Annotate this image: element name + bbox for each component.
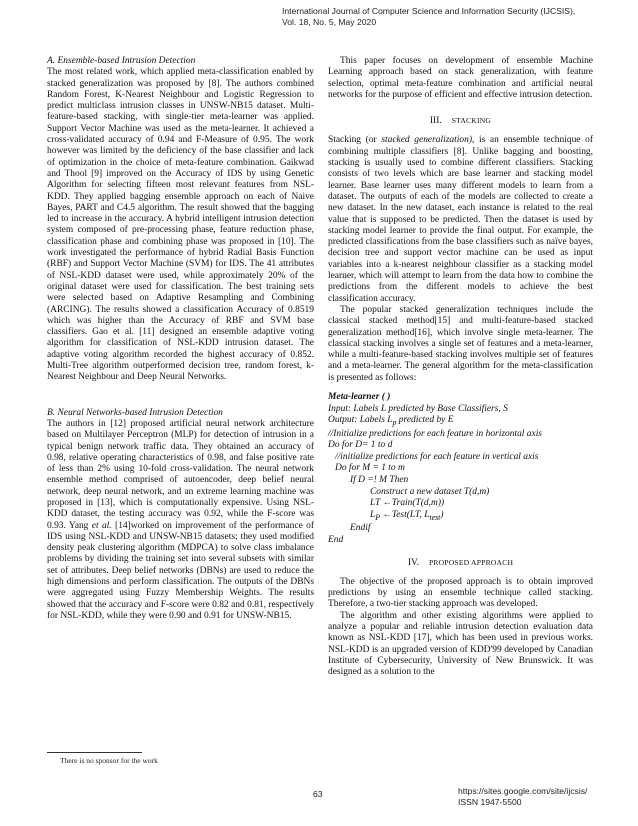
journal-issn: ISSN 1947-5500 — [458, 797, 522, 807]
algo-train: LT ←Train(T(d,m)) — [370, 498, 445, 509]
proposed-paragraph-2: The algorithm and other existing algorithms were applied to analyze a popular and reliable intrusion detection evaluation data known as NSL-KDD [17], which has been used in previous works. NSL-KDD is an upgraded version of KDD'99 developed by Canadian Institute of Cybersecurity, University of New Brunswick. It was designed as a solution to the — [328, 610, 593, 678]
algo-endif: Endif — [350, 523, 371, 534]
algo-comment-1: //Initialize predictions for each feature in horizontal axis — [328, 428, 542, 439]
algo-output: Output: Labels $L_p$ predicted by E — [328, 415, 454, 428]
footnote: There is no sponsor for the work — [60, 756, 158, 765]
intro-paragraph: This paper focuses on development of ensemble Machine Learning approach based on stack generalization, with feature selection, optimal meta-feature combination and artificial neural networks for the purpose of efficient and effective intrusion detection. — [328, 56, 593, 100]
footer-info — [458, 786, 587, 808]
left-column — [47, 56, 314, 622]
meta-learner-algorithm — [328, 392, 593, 547]
section-b-title: B. Neural Networks-based Intrusion Detection — [47, 407, 223, 418]
page-number: 63 — [313, 789, 323, 799]
stacking-paragraph-2: The popular stacked generalization techniques include the classical stacked method[15] and multi-feature-based stacked generalization method[16], which involve single meta-learner. The classical stacking involves a single set of features and a meta-learner, while a multi-feature-based stacking involves multiple set of features and a meta-learner. The general algorithm for the meta-classification is presented as follows: — [328, 304, 593, 383]
algo-test: $L_P$ ←Test(LT, $L_{test}$) — [370, 509, 444, 522]
algo-title: Meta-learner ( ) — [328, 392, 391, 403]
algo-if: If D =! M Then — [350, 475, 409, 486]
section-4-heading: IV. PROPOSED APPROACH — [407, 557, 514, 568]
section-b-paragraph: The authors in [12] proposed artificial neural network architecture based on Multilayer Perceptron (MLP) for detection of intrusion in a typical benign network traffic data. They obtained an accuracy of 0.98, relative operating characteristics of 0.98, and false positive rate of less than 2% using 10-fold cross-validation. The neural network ensemble method comprised of autoencoder, deep belief neural network, deep neural network, and an extreme learning machine was proposed in [13], which is computationally expensive. Using NSL-KDD dataset, the testing accuracy was 0.92, while the F-score was 0.93. Yang et al. [14]worked on improvement of the performance of IDS using NSL-KDD and UNSW-NB15 datasets; they used modified density peak clustering algorithm (MDPCA) to solve class imbalance problems by dividing the training set into several subsets with similar set of attributes. Deep belief networks (DBNs) are used to reduce the high dimensions and perform classification. The outputs of the DBNs were aggregated using Fuzzy Membership Weights. The results showed that the accuracy and F-score were 0.82 and 0.81, respectively for NSL-KDD, while they were 0.90 and 0.91 for UNSW-NB15. — [47, 418, 315, 621]
proposed-paragraph-1: The objective of the proposed approach is to obtain improved predictions by using an ensemble technique called stacking. Therefore, a two-tier stacking approach was developed. — [328, 576, 593, 610]
journal-volume: Vol. 18, No. 5, May 2020 — [282, 17, 377, 27]
algo-construct: Construct a new dataset T(d,m) — [370, 486, 490, 497]
algo-for-d: Do for D= 1 to d — [328, 440, 393, 451]
algo-end: End — [328, 534, 344, 545]
algo-for-m: Do for M = 1 to m — [335, 463, 405, 474]
stacking-paragraph-1: Stacking (or stacked generalization), is an ensemble technique of combining multiple classifiers [8]. Unlike bagging and boosting, stacking is usually used to combine different classifiers. Stacking consists of two levels which are base learner and stacking model learner. Base learner uses many different models to learn from a dataset. The outputs of each of the models are collected to create a new dataset. In the new dataset, each instance is related to the real value that is supposed to be predicted. Then the dataset is used by stacking model learner to provide the final output. For example, the predicted classifications from the base classifiers such as naïve bayes, decision tree and support vector machine can be used as input variables into a k-nearest neighbour classifier as a stacking model learner, which will attempt to learn from the data how to combine the predictions from the different models to achieve the best classification accuracy. — [328, 135, 593, 304]
algo-input: Input: Labels L predicted by Base Classifiers, S — [328, 403, 508, 414]
section-a-paragraph: The most related work, which applied meta-classification enabled by stacked generalization was proposed by [8]. The authors combined Random Forest, K-Nearest Neighbour and Logistic Regression to predict multiclass intrusion classes in UNSW-NB15 dataset. Multi-feature-based stacking, with single-tier meta-learner was applied. Support Vector Machine was used as the meta-learner. It achieved a cross-validated accuracy of 0.94 and F-Measure of 0.95. The work however was limited by the deficiency of the base classifier and lack of optimization in the choice of meta-feature combination. Gaikwad and Thool [9] improved on the Accuracy of IDS by using Genetic Algorithm for selecting fifteen most relevant features from NSL-KDD. They applied bagging ensemble approach on each of Naive Bayes, PART and C4.5 algorithm. The result showed that the bagging led to increase in the accuracy. A hybrid intelligent intrusion detection system composed of pre-processing phase, feature reduction phase, classification phase and combining phase was proposed in [10]. The work investigated the performance of hybrid Radial Basis Function (RBF) and Support Vector Machine (SVM) for IDS. The 41 attributes of NSL-KDD dataset were used, while approximately 20% of the original dataset were used for classification. The best training sets were selected based on Adaptive Resampling and Combining (ARCING). The results showed a classification Accuracy of 0.8519 which was higher than the Accuracy of RBF and SVM base classifiers. Gao et al. [11] designed an ensemble adaptive voting algorithm for classification of NSL-KDD intrusion dataset. The adaptive voting algorithm recorded the highest accuracy of 0.852. Multi-Tree algorithm outperformed decision tree, random forest, k-Nearest Neighbour and Deep Neural Networks. — [47, 67, 314, 383]
footnote-rule — [47, 752, 142, 753]
page-header — [282, 6, 622, 28]
section-a-title: A. Ensemble-based Intrusion Detection — [47, 56, 196, 66]
algo-comment-2: //initialize predictions for each feature in vertical axis — [335, 451, 539, 462]
right-column — [328, 56, 593, 678]
section-3-heading: III. STACKING — [429, 116, 492, 127]
journal-url[interactable]: https://sites.google.com/site/ijcsis/ — [458, 786, 588, 796]
journal-title: International Journal of Computer Science and Information Security (IJCSIS), — [282, 6, 576, 16]
